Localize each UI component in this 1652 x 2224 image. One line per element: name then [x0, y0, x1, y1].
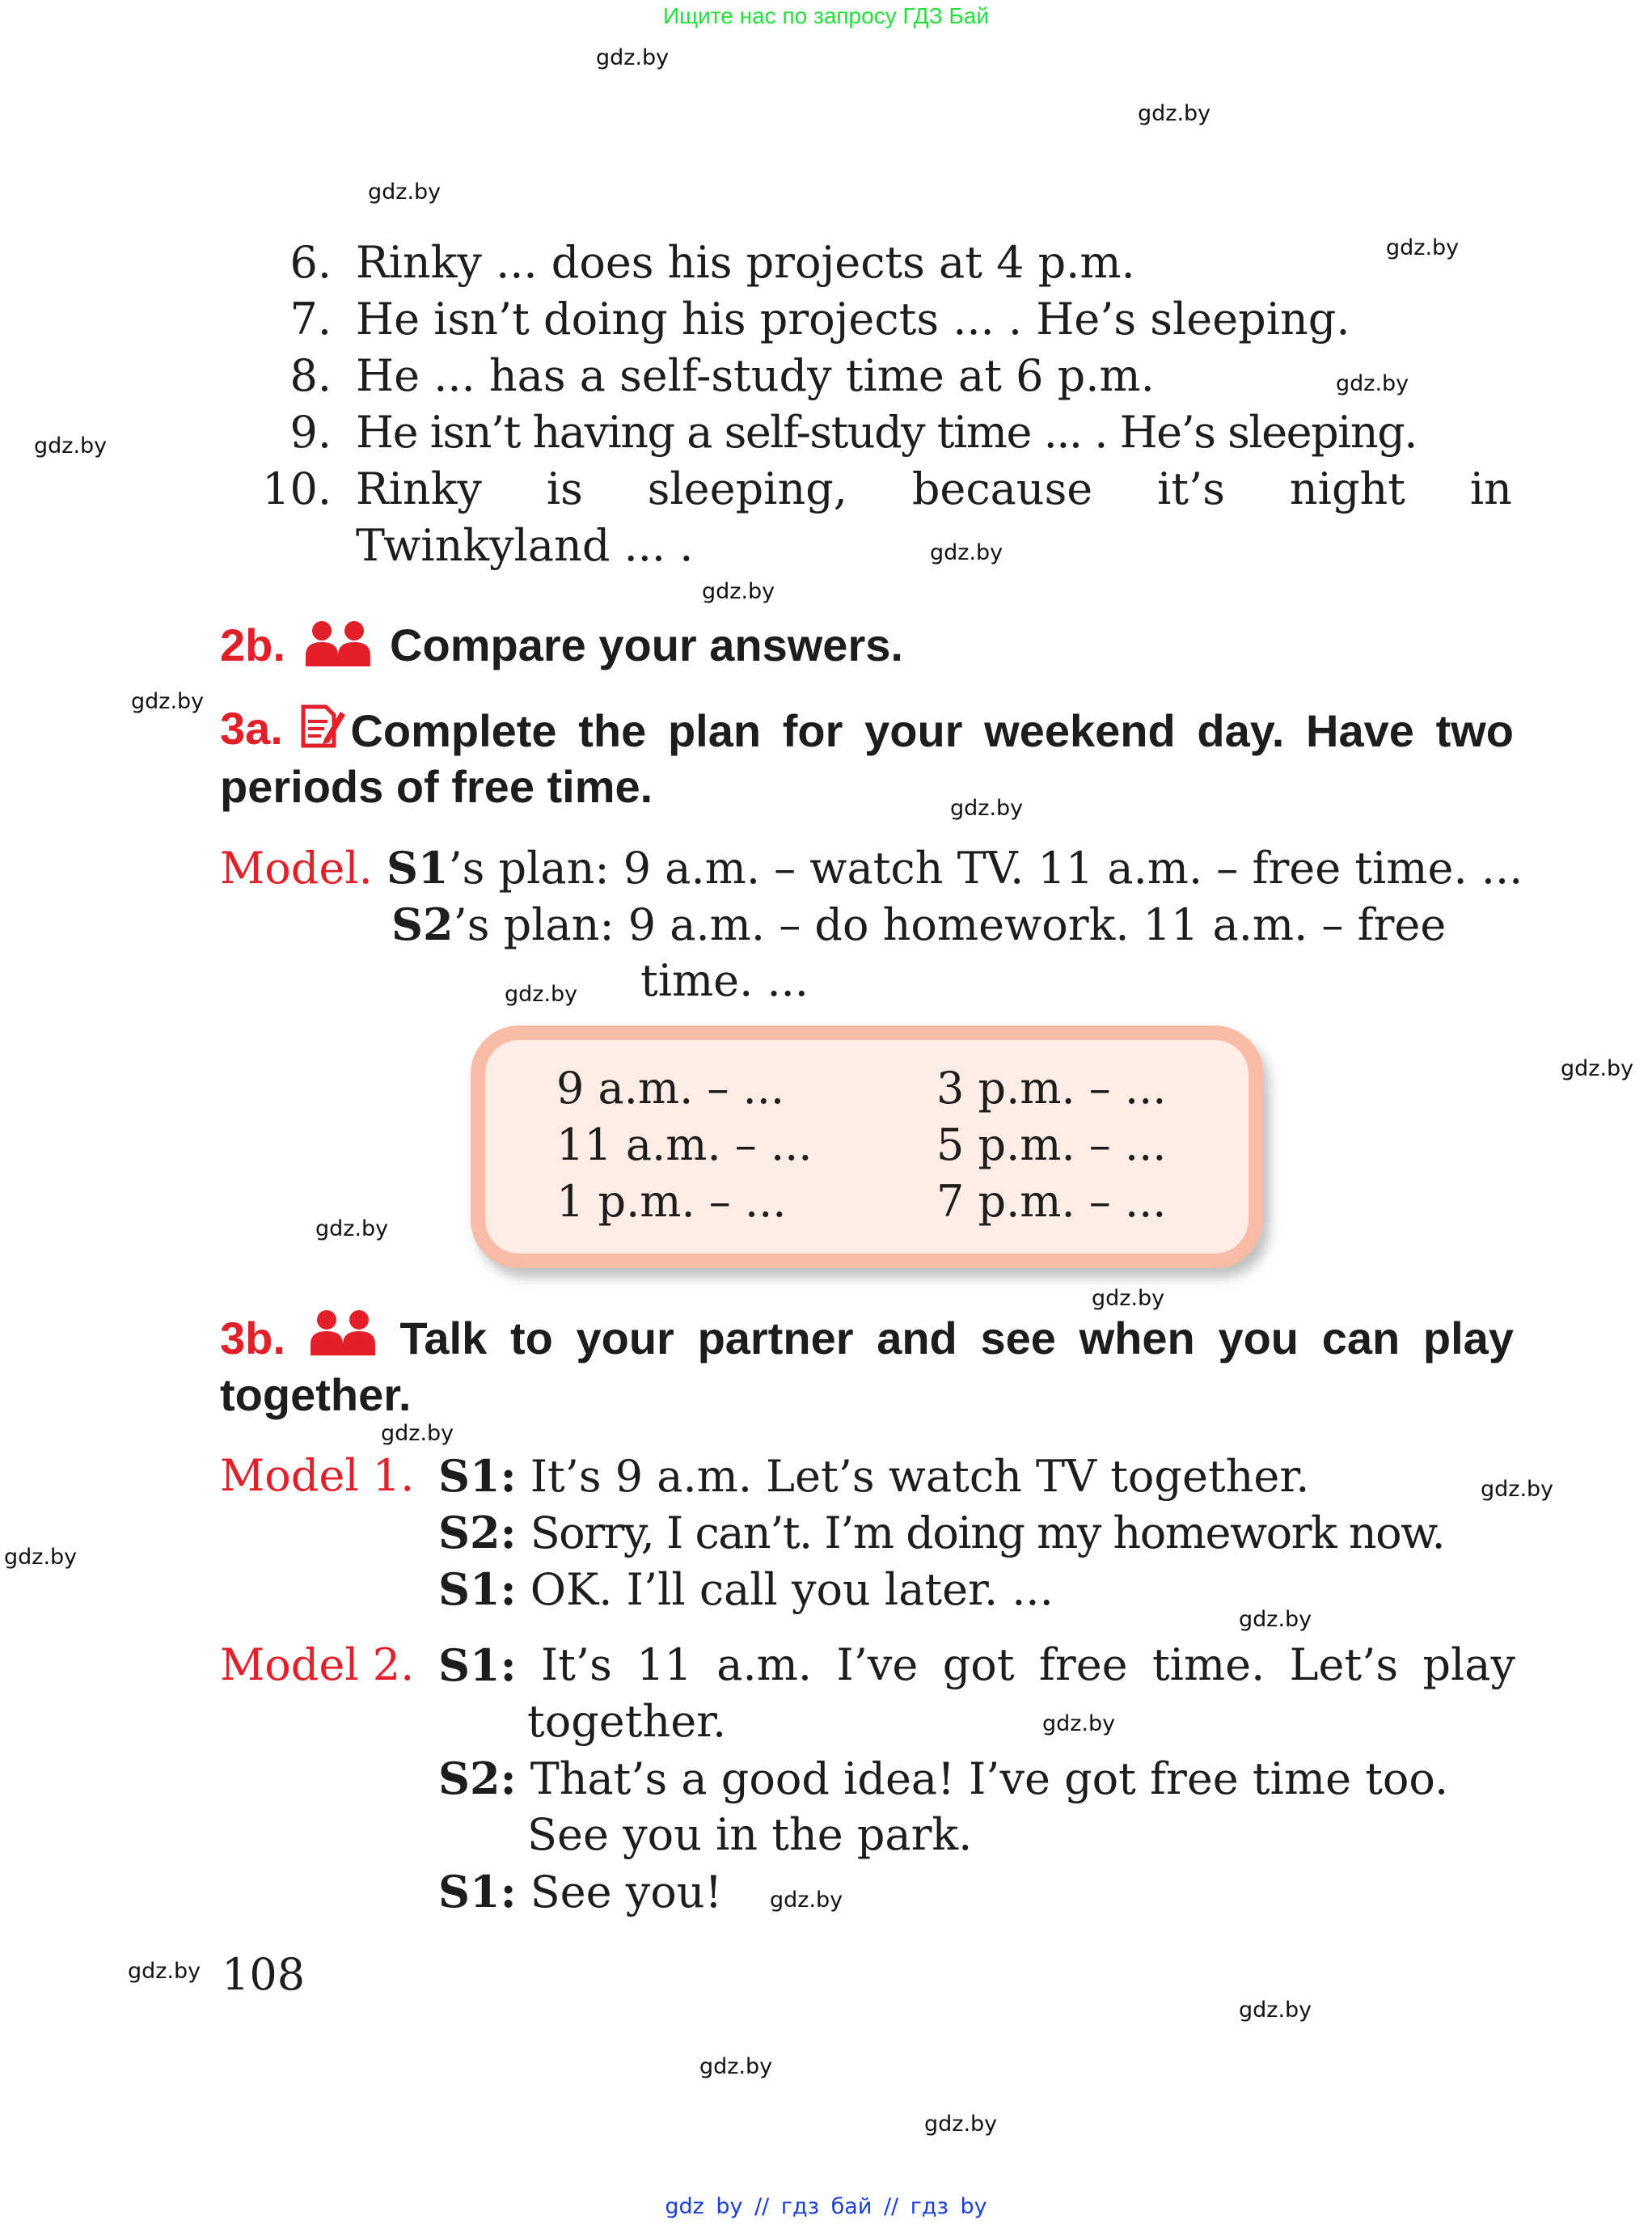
watermark: gdz.by [1481, 1477, 1554, 1502]
watermark: gdz.by [1239, 1998, 1312, 2023]
plan-box [471, 1025, 1263, 1268]
watermark: gdz.by [1561, 1056, 1634, 1081]
item-number: 10. [262, 463, 332, 514]
word: Talk [399, 1313, 488, 1364]
model-label: Model. [220, 843, 373, 894]
plan-slot: 9 a.m. – ... [556, 1063, 785, 1114]
word: see [980, 1313, 1056, 1364]
watermark: gdz.by [1092, 1286, 1165, 1311]
footer-links[interactable]: gdz by // гдз бай // гдз by [665, 2194, 987, 2219]
speaker-s2: S2 [391, 898, 454, 950]
item-number: 9. [289, 407, 332, 458]
watermark: gdz.by [770, 1888, 843, 1913]
exercise-label: 3a. [220, 703, 283, 754]
plan-slot: 5 p.m. – ... [936, 1119, 1167, 1170]
watermark: gdz.by [1042, 1711, 1116, 1736]
speaker-s1: S1 [386, 842, 449, 894]
word: got [942, 1639, 1015, 1690]
exercise-2b-heading [220, 619, 903, 679]
utterance-cont: See you in the park. [527, 1809, 973, 1860]
instruction-text: Complete the plan for your weekend day. Have two [350, 705, 1514, 757]
utterance-line1 [438, 1637, 1515, 1693]
dialogue-line [438, 1448, 1309, 1505]
speaker: S1: [438, 1639, 517, 1691]
item-text: He ... has a self-study time at 6 p.m. [356, 350, 1155, 401]
list-item [234, 461, 1512, 574]
speaker: S1: [438, 1866, 517, 1917]
model-text: ’s plan: 9 a.m. – watch TV. 11 a.m. – free time. ... [448, 843, 1523, 894]
word: because [911, 463, 1093, 514]
word: in [1469, 463, 1512, 514]
word: it’s [1157, 463, 1226, 514]
watermark: gdz.by [1336, 371, 1409, 396]
word: play [1422, 1639, 1515, 1690]
word: to [509, 1313, 553, 1364]
word: Rinky [356, 463, 482, 514]
item-number: 7. [289, 294, 332, 345]
instruction-line1 [220, 1309, 1514, 1368]
item-number: 6. [289, 237, 332, 288]
word: can [1321, 1313, 1401, 1364]
plan-slot: 3 p.m. – ... [936, 1063, 1167, 1114]
plan-slot: 1 p.m. – ... [556, 1176, 787, 1227]
word: sleeping, [647, 463, 847, 514]
watermark: gdz.by [596, 45, 670, 70]
watermark: gdz.by [1386, 235, 1460, 260]
watermark: gdz.by [699, 2054, 773, 2079]
word: play [1422, 1313, 1514, 1364]
item-text: Rinky ... does his projects at 4 p.m. [356, 237, 1135, 288]
watermark: gdz.by [924, 2112, 998, 2137]
item-text: He isn’t doing his projects ... . He’s sleeping. [356, 294, 1350, 345]
word: your [576, 1313, 674, 1364]
item-number: 8. [289, 350, 332, 401]
watermark: gdz.by [368, 180, 442, 205]
utterance: That’s a good idea! I’ve got free time too. [530, 1753, 1449, 1804]
watermark: gdz.by [4, 1545, 78, 1570]
watermark: gdz.by [128, 1959, 201, 1984]
item-text: He isn’t having a self-study time ... . He’s sleeping. [356, 407, 1417, 458]
word: time. [1151, 1639, 1265, 1690]
word: and [877, 1313, 957, 1364]
plan-slot: 11 a.m. – ... [556, 1119, 813, 1170]
dialogue-line [438, 1637, 1515, 1693]
speaker: S2: [438, 1753, 517, 1804]
model-text: ’s plan: 9 a.m. – do homework. 11 a.m. – free [453, 899, 1447, 950]
watermark: gdz.by [131, 689, 205, 714]
model-3a [220, 839, 1523, 897]
word: when [1079, 1313, 1195, 1364]
dialogue-line [438, 1750, 1448, 1808]
watermark: gdz.by [1239, 1607, 1312, 1632]
model-3a-s2 [391, 896, 1446, 953]
word: It’s [540, 1639, 612, 1690]
watermark: gdz.by [34, 433, 108, 459]
dialogue-line [438, 1863, 722, 1921]
word: I’ve [836, 1639, 919, 1690]
watermark: gdz.by [702, 579, 775, 604]
pair-work-icon [309, 1309, 377, 1368]
exercise-label: 2b. [220, 619, 285, 670]
model-1-label: Model 1. [220, 1450, 415, 1501]
utterance-cont: together. [527, 1696, 727, 1747]
dialogue-line [438, 1561, 1054, 1618]
utterance: It’s 9 a.m. Let’s watch TV together. [530, 1451, 1310, 1502]
word: free [1038, 1639, 1128, 1690]
word: Let’s [1289, 1639, 1399, 1690]
watermark: gdz.by [950, 796, 1024, 821]
page-number: 108 [222, 1949, 306, 2000]
utterance: See you! [530, 1867, 723, 1917]
word: night [1289, 463, 1406, 514]
exercise-label: 3b. [220, 1313, 285, 1364]
watermark: gdz.by [1138, 101, 1211, 126]
word: partner [697, 1313, 854, 1364]
write-icon [300, 704, 345, 760]
exercise-3b-heading [220, 1309, 1514, 1422]
utterance: Sorry, I can’t. I’m doing my homework now. [530, 1507, 1445, 1558]
item-text-line2: Twinkyland ... . [356, 520, 694, 571]
watermark: gdz.by [315, 1216, 389, 1241]
item-text-line1 [356, 461, 1512, 518]
instruction-text: Compare your answers. [390, 619, 903, 670]
search-banner[interactable]: Ищите нас по запросу ГДЗ Бай [662, 3, 990, 28]
speaker: S1: [438, 1450, 517, 1502]
model-2-label: Model 2. [220, 1639, 415, 1690]
utterance: OK. I’ll call you later. ... [530, 1564, 1054, 1615]
instruction-line2: periods of free time. [220, 761, 653, 813]
instruction-line2: together. [220, 1369, 412, 1420]
exercise-3a-heading [220, 702, 1514, 814]
instruction-line1 [220, 702, 1514, 760]
speaker: S1: [438, 1563, 517, 1615]
word: you [1218, 1313, 1299, 1364]
watermark: gdz.by [381, 1421, 454, 1446]
dialogue-line [438, 1504, 1444, 1562]
watermark: gdz.by [930, 540, 1003, 565]
watermark: gdz.by [505, 982, 578, 1007]
word: 11 [636, 1639, 692, 1690]
word: a.m. [716, 1639, 813, 1690]
word: is [546, 463, 583, 514]
speaker: S2: [438, 1507, 517, 1558]
pair-work-icon [304, 619, 372, 679]
plan-slot: 7 p.m. – ... [936, 1176, 1167, 1227]
model-3a-s2-cont: time. ... [640, 955, 809, 1006]
